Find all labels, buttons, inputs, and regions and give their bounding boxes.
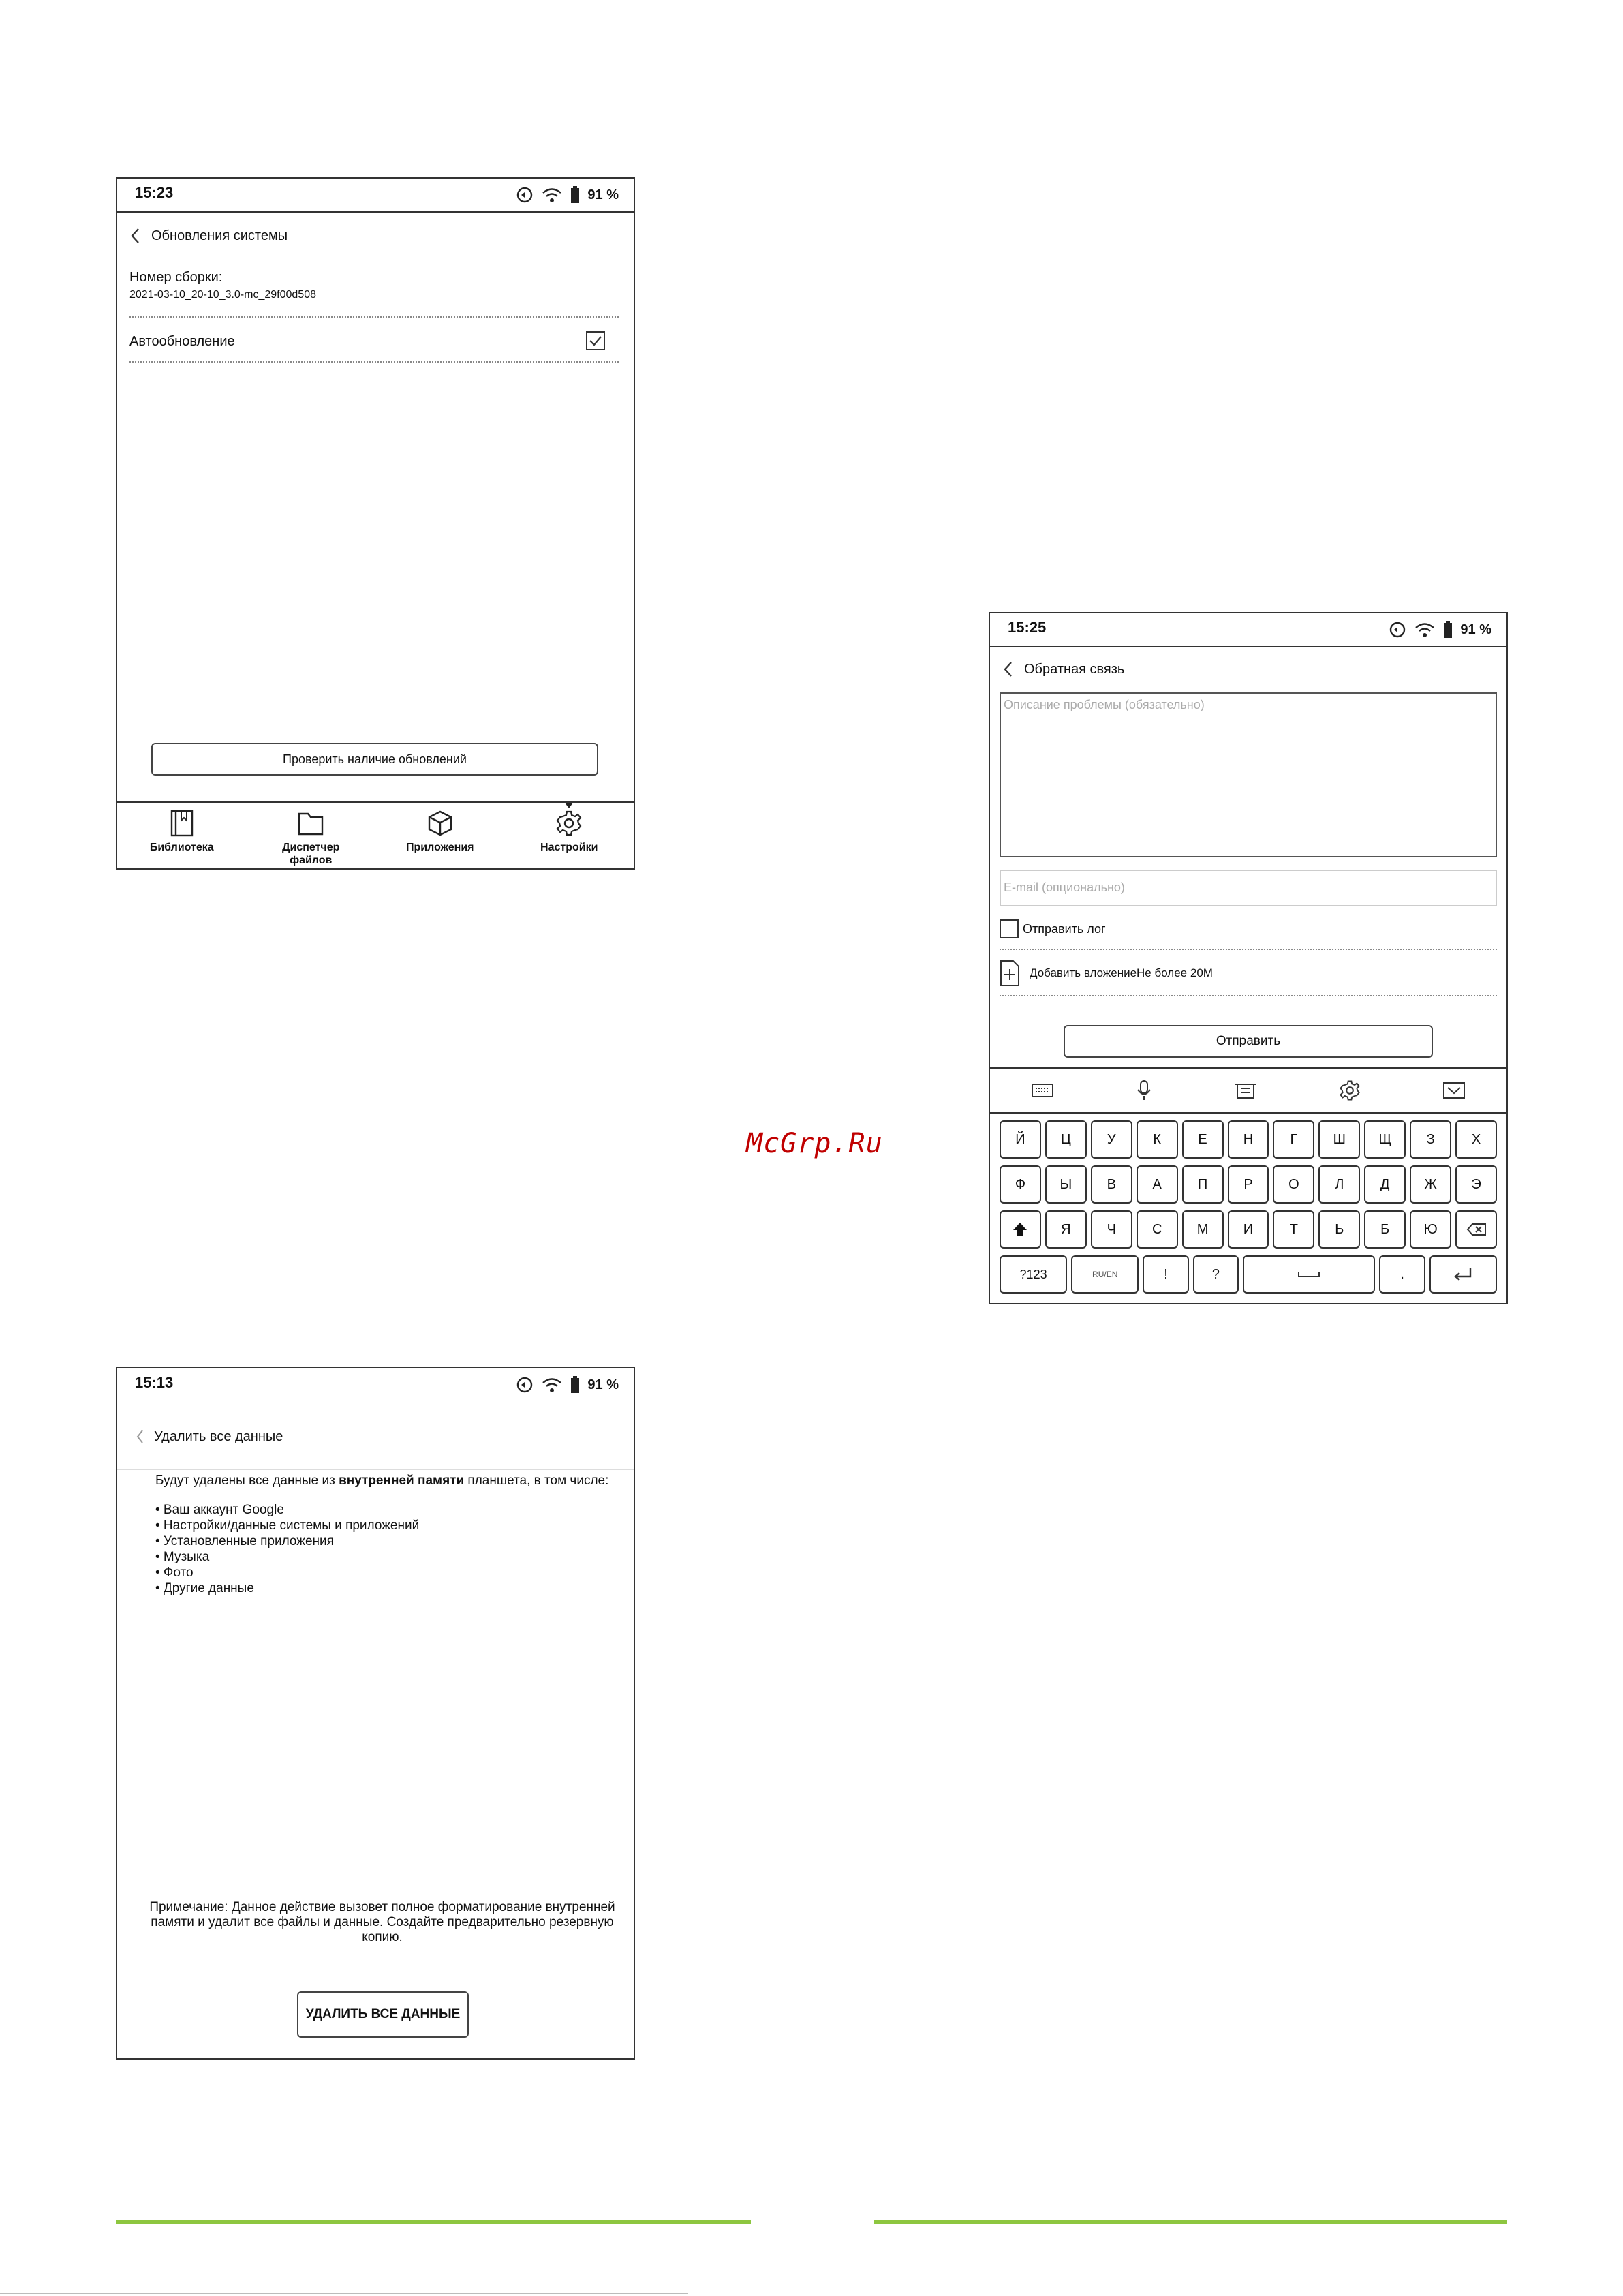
title-bar [129,222,288,249]
battery-icon [1442,620,1453,639]
description-placeholder: Описание проблемы (обязательно) [1004,698,1205,711]
key[interactable]: Я [1045,1210,1087,1249]
status-bar [990,613,1506,647]
key[interactable]: Э [1455,1165,1497,1204]
status-bar [117,1368,634,1401]
back-chevron-icon[interactable] [135,1428,144,1445]
gear-icon[interactable] [1339,1080,1361,1101]
add-attachment-row[interactable] [1000,958,1213,988]
battery-icon [570,1375,581,1394]
battery-level: 91 % [587,1377,619,1392]
key[interactable]: Щ [1364,1120,1406,1159]
gear-icon [555,810,583,837]
keyboard-row-2 [1000,1165,1497,1204]
space-icon [1297,1270,1320,1279]
key[interactable]: К [1137,1120,1178,1159]
key[interactable]: Г [1273,1120,1314,1159]
key[interactable]: Х [1455,1120,1497,1159]
attachment-file-icon [1000,960,1020,987]
intro-text-post: планшета, в том числе: [464,1473,609,1488]
list-item: • Ваш аккаунт Google [155,1503,284,1517]
active-indicator-icon [565,803,573,808]
nav-apps[interactable] [375,803,505,868]
add-attachment-label: Добавить вложениеНе более 20М [1030,966,1213,979]
wifi-icon [541,1375,563,1394]
send-log-row[interactable] [1000,917,1106,940]
nav-file-manager-label-2: файлов [290,855,333,866]
microphone-icon[interactable] [1136,1080,1152,1101]
footer-rule-right [874,2220,1507,2224]
key[interactable]: М [1182,1210,1224,1249]
intro-text [155,1473,608,1488]
build-number-value: 2021-03-10_20-10_3.0-mc_29f00d508 [129,289,316,301]
auto-update-label: Автообновление [129,334,235,349]
nav-library[interactable] [117,803,247,868]
email-placeholder: E-mail (опционально) [1004,881,1125,894]
exclamation-key[interactable]: ! [1143,1255,1188,1294]
key[interactable]: Й [1000,1120,1041,1159]
key[interactable]: У [1091,1120,1132,1159]
key[interactable]: О [1273,1165,1314,1204]
description-textarea[interactable] [1000,692,1497,857]
footer-rule-left [116,2220,751,2224]
key[interactable]: Ж [1410,1165,1451,1204]
key[interactable]: С [1137,1210,1178,1249]
auto-update-row[interactable] [129,326,619,358]
page-title: Обновления системы [151,228,288,243]
key[interactable]: Д [1364,1165,1406,1204]
intro-text-bold: внутренней памяти [339,1473,465,1488]
battery-level: 91 % [1460,622,1491,637]
status-time: 15:25 [1008,619,1047,636]
build-number-label: Номер сборки: [129,270,223,285]
divider [129,361,619,363]
key[interactable]: Ь [1318,1210,1360,1249]
keyboard [990,1112,1506,1303]
screen-system-updates [116,177,635,870]
key[interactable]: Ц [1045,1120,1087,1159]
space-key[interactable] [1243,1255,1375,1294]
divider [1000,995,1497,996]
backspace-icon [1466,1223,1487,1236]
wifi-icon [1414,620,1436,639]
battery-level: 91 % [587,187,619,202]
intro-text-pre: Будут удалены все данные из [155,1473,339,1488]
key[interactable]: Н [1228,1120,1269,1159]
delete-all-data-button[interactable]: УДАЛИТЬ ВСЕ ДАННЫЕ [297,1991,469,2038]
language-key[interactable]: RU/EN [1071,1255,1139,1294]
key[interactable]: А [1137,1165,1178,1204]
dot-key[interactable]: . [1379,1255,1425,1294]
bottom-edge-line [0,2293,688,2294]
back-chevron-icon[interactable] [1002,660,1015,678]
send-log-label: Отправить лог [1023,921,1106,936]
book-icon [169,810,195,837]
nav-library-label: Библиотека [149,842,214,853]
title-bar [1002,656,1124,683]
screen-delete-all-data [116,1367,635,2060]
auto-update-checkbox[interactable] [586,331,605,350]
status-time: 15:23 [135,184,174,201]
page-title: Удалить все данные [154,1428,283,1444]
key[interactable]: Ф [1000,1165,1041,1204]
title-bar [135,1423,283,1450]
question-key[interactable]: ? [1193,1255,1239,1294]
backspace-key[interactable] [1455,1210,1497,1249]
key[interactable]: П [1182,1165,1224,1204]
key[interactable]: З [1410,1120,1451,1159]
list-item: • Фото [155,1565,194,1580]
clipboard-icon[interactable] [1234,1080,1257,1101]
key[interactable]: Ш [1318,1120,1360,1159]
key[interactable]: Ы [1045,1165,1087,1204]
nav-settings-label: Настройки [540,842,598,853]
check-updates-button[interactable]: Проверить наличие обновлений [151,743,598,776]
keyboard-row-3 [1000,1210,1497,1249]
key[interactable]: И [1228,1210,1269,1249]
screen-feedback [989,612,1508,1304]
warning-note: Примечание: Данное действие вызовет полное форматирование внутренней памяти и удалит все файлы и данные. Создайте предварительно резервную копию. [149,1900,615,1944]
shift-arrow-icon [1012,1221,1028,1238]
status-time: 15:13 [135,1374,174,1391]
keyboard-toolbar [990,1067,1506,1112]
divider [1000,949,1497,950]
data-list [155,1502,419,1596]
send-button[interactable]: Отправить [1064,1025,1433,1058]
sync-icon [515,1375,534,1394]
cube-icon [427,810,454,837]
key[interactable]: Л [1318,1165,1360,1204]
sync-icon [1388,620,1407,639]
key[interactable]: Т [1273,1210,1314,1249]
page-title: Обратная связь [1024,661,1125,677]
sync-icon [515,185,534,204]
folder-icon [297,810,324,837]
hide-keyboard-icon[interactable] [1442,1081,1466,1100]
enter-key[interactable] [1429,1255,1497,1294]
shift-key[interactable] [1000,1210,1041,1249]
list-item: • Музыка [155,1550,210,1564]
list-item: • Установленные приложения [155,1534,334,1548]
email-input[interactable] [1000,870,1497,906]
send-log-checkbox[interactable] [1000,919,1019,938]
key[interactable]: Ч [1091,1210,1132,1249]
title-divider [117,1469,634,1470]
bottom-nav [117,801,634,868]
enter-icon [1453,1267,1473,1282]
nav-file-manager[interactable] [247,803,376,868]
nav-apps-label: Приложения [406,842,474,853]
list-item: • Другие данные [155,1581,254,1595]
list-item: • Настройки/данные системы и приложений [155,1518,420,1533]
battery-icon [570,185,581,204]
keyboard-row-1 [1000,1120,1497,1159]
keyboard-row-4 [1000,1255,1497,1294]
nav-file-manager-label-1: Диспетчер [282,842,340,853]
nav-settings[interactable] [505,803,634,868]
numbers-key[interactable]: ?123 [1000,1255,1067,1294]
back-chevron-icon[interactable] [129,227,142,245]
key[interactable]: В [1091,1165,1132,1204]
divider [129,316,619,318]
watermark: McGrp.Ru [746,1128,883,1159]
key[interactable]: Е [1182,1120,1224,1159]
status-bar [117,179,634,213]
key[interactable]: Р [1228,1165,1269,1204]
key[interactable]: Ю [1410,1210,1451,1249]
keyboard-icon[interactable] [1031,1082,1054,1099]
key[interactable]: Б [1364,1210,1406,1249]
wifi-icon [541,185,563,204]
